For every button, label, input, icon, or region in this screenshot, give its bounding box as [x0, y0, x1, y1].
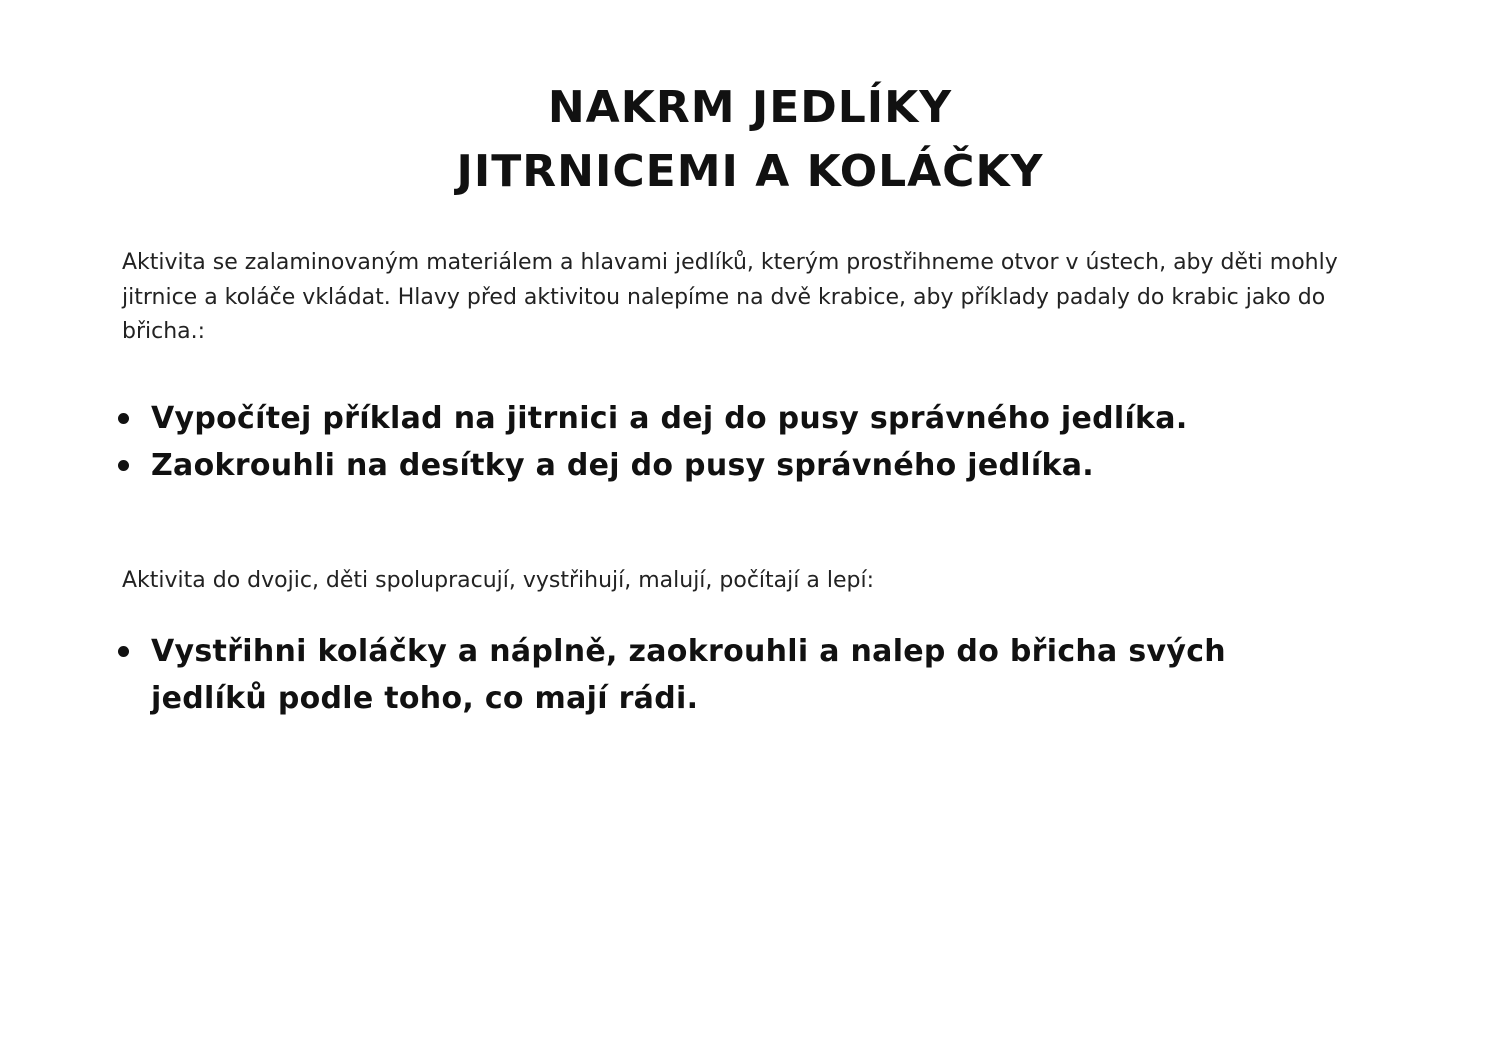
task-text: Vypočítej příklad na jitrnici a dej do pusy správného jedlíka. — [151, 401, 1188, 436]
page-title — [0, 76, 1500, 204]
task-text: Vystřihni koláčky a náplně, zaokrouhli a nalep do břicha svých jedlíků podle toho, co mají rádi. — [151, 634, 1226, 716]
activity-1-description: Aktivita se zalaminovaným materiálem a hlavami jedlíků, kterým prostřihneme otvor v ústech, aby děti mohly jitrnice a koláče vkládat. Hlavy před aktivitou nalepíme na dvě krabice, aby příklady padaly do krabic jako do břicha.: — [122, 250, 1338, 344]
activity-2-tasks — [112, 628, 1262, 722]
activity-1-tasks — [112, 395, 1262, 489]
bullet-dot-icon — [118, 460, 129, 471]
list-item — [112, 395, 1262, 442]
activity-2-description: Aktivita do dvojic, děti spolupracují, vystřihují, malují, počítají a lepí: — [122, 568, 874, 593]
bullet-dot-icon — [118, 413, 129, 424]
list-item — [112, 628, 1262, 722]
task-text: Zaokrouhli na desítky a dej do pusy správného jedlíka. — [151, 448, 1094, 483]
title-line-2: JITRNICEMI A KOLÁČKY — [456, 146, 1044, 197]
list-item — [112, 442, 1262, 489]
title-line-1: NAKRM JEDLÍKY — [547, 82, 953, 133]
bullet-dot-icon — [118, 646, 129, 657]
